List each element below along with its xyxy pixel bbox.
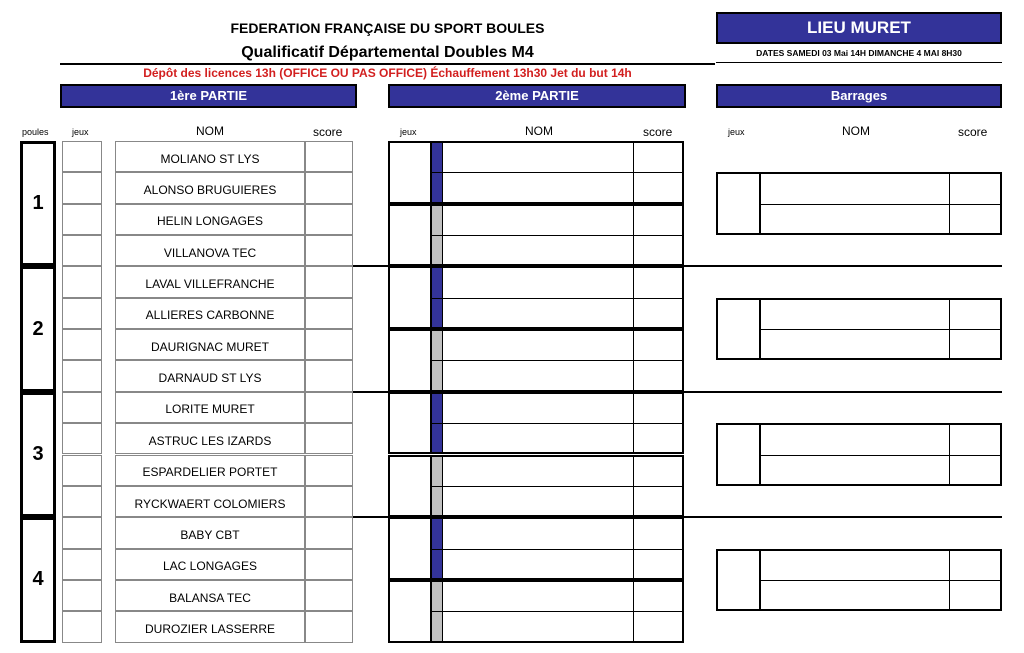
score-cell[interactable] bbox=[305, 235, 353, 266]
poule-separator bbox=[353, 391, 1002, 393]
col-nom-1: NOM bbox=[196, 124, 224, 138]
dates-divider bbox=[716, 62, 1002, 63]
poule-separator bbox=[353, 516, 1002, 518]
federation-title: FEDERATION FRANÇAISE DU SPORT BOULES bbox=[230, 20, 545, 36]
team-name: DAURIGNAC MURET bbox=[150, 339, 269, 354]
row-divider bbox=[432, 423, 682, 424]
dates-text: DATES SAMEDI 03 Mai 14H DIMANCHE 4 MAI 8H30 bbox=[756, 48, 962, 58]
row-divider bbox=[432, 235, 682, 236]
jeux-cell[interactable] bbox=[62, 549, 102, 580]
col-nom-3: NOM bbox=[842, 124, 870, 138]
header-divider bbox=[60, 63, 715, 65]
col-poules: poules bbox=[22, 127, 49, 137]
lieu-badge: LIEU MURET bbox=[716, 12, 1002, 44]
row-divider bbox=[761, 329, 1000, 330]
partie2-header: 2ème PARTIE bbox=[388, 84, 686, 108]
jeux-cell[interactable] bbox=[62, 486, 102, 517]
jeux-cell[interactable] bbox=[62, 392, 102, 423]
col-jeux-2: jeux bbox=[400, 127, 417, 137]
poule-number: 3 bbox=[20, 392, 56, 517]
barrages-header: Barrages bbox=[716, 84, 1002, 108]
jeux-cell[interactable] bbox=[62, 298, 102, 329]
jeux-cell[interactable] bbox=[62, 204, 102, 235]
col-nom-2: NOM bbox=[525, 124, 553, 138]
jeux-cell[interactable] bbox=[62, 329, 102, 360]
team-name: DARNAUD ST LYS bbox=[158, 371, 262, 386]
team-name: HELIN LONGAGES bbox=[156, 214, 264, 229]
row-divider bbox=[761, 204, 1000, 205]
score-cell[interactable] bbox=[305, 517, 353, 548]
poule-number: 4 bbox=[20, 517, 56, 642]
jeux-cell[interactable] bbox=[62, 172, 102, 203]
team-name: ALONSO BRUGUIERES bbox=[143, 183, 277, 198]
jeux-cell[interactable] bbox=[62, 423, 102, 454]
row-divider bbox=[761, 455, 1000, 456]
score-cell[interactable] bbox=[305, 172, 353, 203]
team-name: BABY CBT bbox=[180, 527, 240, 542]
row-divider bbox=[432, 298, 682, 299]
poule-number: 1 bbox=[20, 141, 56, 266]
team-name: MOLIANO ST LYS bbox=[160, 151, 260, 166]
col-jeux-1: jeux bbox=[72, 127, 89, 137]
jeux-cell[interactable] bbox=[62, 360, 102, 391]
jeux-cell[interactable] bbox=[62, 235, 102, 266]
score-cell[interactable] bbox=[305, 549, 353, 580]
score-cell[interactable] bbox=[305, 298, 353, 329]
score-cell[interactable] bbox=[305, 360, 353, 391]
team-name: DUROZIER LASSERRE bbox=[144, 621, 276, 636]
score-cell[interactable] bbox=[305, 455, 353, 486]
score-cell[interactable] bbox=[305, 204, 353, 235]
partie1-header: 1ère PARTIE bbox=[60, 84, 357, 108]
team-name: ASTRUC LES IZARDS bbox=[148, 433, 272, 448]
jeux-cell[interactable] bbox=[62, 266, 102, 297]
col-score-1: score bbox=[313, 125, 343, 139]
team-name: BALANSA TEC bbox=[169, 590, 251, 605]
col-score-2: score bbox=[643, 125, 673, 139]
col-score-3: score bbox=[958, 125, 988, 139]
poule-separator bbox=[353, 265, 1002, 267]
row-divider bbox=[432, 611, 682, 612]
poule-number: 2 bbox=[20, 266, 56, 391]
col-jeux-3: jeux bbox=[728, 127, 745, 137]
score-cell[interactable] bbox=[305, 423, 353, 454]
score-cell[interactable] bbox=[305, 486, 353, 517]
jeux-cell[interactable] bbox=[62, 455, 102, 486]
score-cell[interactable] bbox=[305, 329, 353, 360]
jeux-cell[interactable] bbox=[62, 580, 102, 611]
notice-text: Dépôt des licences 13h (OFFICE OU PAS OFFICE) Échauffement 13h30 Jet du but 14h bbox=[143, 66, 632, 80]
score-cell[interactable] bbox=[305, 611, 353, 642]
score-cell[interactable] bbox=[305, 266, 353, 297]
team-name: ESPARDELIER PORTET bbox=[142, 465, 278, 480]
jeux-cell[interactable] bbox=[62, 611, 102, 642]
team-name: LAVAL VILLEFRANCHE bbox=[145, 277, 275, 292]
competition-title: Qualificatif Départemental Doubles M4 bbox=[241, 44, 534, 61]
score-cell[interactable] bbox=[305, 580, 353, 611]
team-name: LAC LONGAGES bbox=[162, 559, 258, 574]
team-name: ALLIERES CARBONNE bbox=[145, 308, 275, 323]
team-name: VILLANOVA TEC bbox=[163, 245, 257, 260]
row-divider bbox=[432, 172, 682, 173]
row-divider bbox=[432, 549, 682, 550]
row-divider bbox=[761, 580, 1000, 581]
score-cell[interactable] bbox=[305, 392, 353, 423]
row-divider bbox=[432, 360, 682, 361]
score-cell[interactable] bbox=[305, 141, 353, 172]
team-name: RYCKWAERT COLOMIERS bbox=[134, 496, 286, 511]
jeux-cell[interactable] bbox=[62, 141, 102, 172]
jeux-cell[interactable] bbox=[62, 517, 102, 548]
row-divider bbox=[432, 486, 682, 487]
team-name: LORITE MURET bbox=[165, 402, 255, 417]
